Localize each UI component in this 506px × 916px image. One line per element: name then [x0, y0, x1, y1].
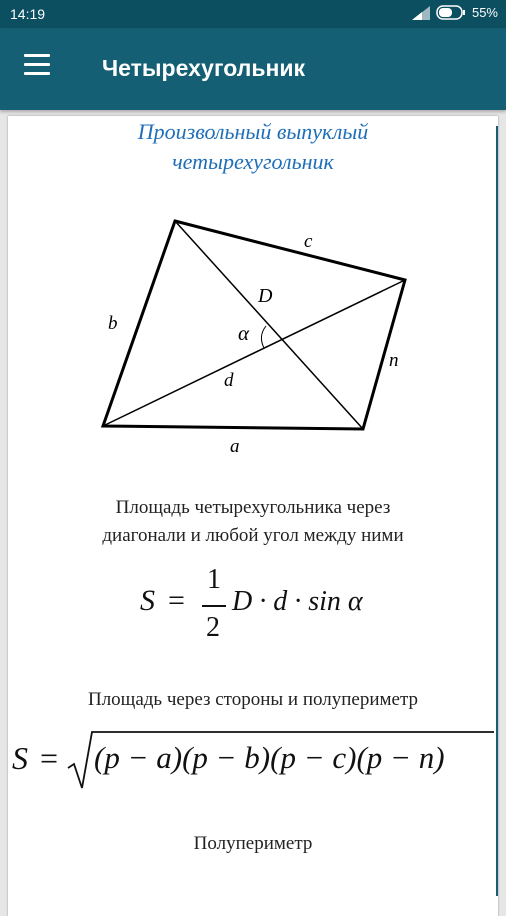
section1-text-line2: диагонали и любой угол между ними — [102, 525, 404, 546]
diagonal-d — [103, 280, 405, 426]
label-D: D — [258, 285, 273, 307]
status-icons — [412, 5, 498, 20]
status-time: 14:19 — [10, 6, 46, 22]
label-b: b — [108, 313, 118, 334]
label-d: d — [224, 370, 234, 391]
angle-arc — [261, 326, 266, 348]
formula2-radicand: (p − a)(p − b)(p − c)(p − n) — [94, 740, 445, 775]
formula2-eq: = — [40, 740, 59, 776]
formula1-numerator: 1 — [207, 564, 221, 595]
figure-title-line1: Произвольный выпуклый — [137, 119, 369, 144]
battery-percent: 55% — [471, 5, 498, 20]
quadrilateral-diagram — [8, 116, 498, 476]
formula-diagonals — [138, 564, 378, 654]
formula1-eq: = — [168, 584, 185, 617]
label-c: c — [304, 231, 313, 252]
section2-text: Площадь через стороны и полупериметр — [87, 689, 418, 710]
diagonal-D — [175, 221, 363, 429]
label-a: a — [230, 436, 240, 457]
battery-icon — [436, 5, 466, 20]
formula1-rest: D · d · sin α — [232, 586, 363, 617]
figure-title-line2: четырехугольник — [172, 149, 334, 174]
signal-icon — [412, 6, 430, 20]
content-card[interactable] — [8, 116, 498, 916]
label-alpha: α — [238, 321, 250, 345]
menu-icon[interactable] — [20, 54, 54, 84]
page-title: Четырехугольник — [102, 55, 306, 81]
section3-text: Полупериметр — [193, 833, 313, 854]
status-bar — [0, 0, 506, 28]
fraction-bar — [202, 605, 226, 607]
app-bar — [0, 28, 506, 110]
formula1-denominator: 2 — [206, 612, 220, 643]
quadrilateral-outline — [103, 221, 405, 429]
formula2-lhs: S — [12, 740, 28, 776]
section1-text-line1: Площадь четырехугольника через — [115, 497, 391, 518]
formula-heron — [12, 728, 496, 792]
formula1-lhs: S — [140, 584, 155, 617]
label-n: n — [389, 350, 399, 371]
